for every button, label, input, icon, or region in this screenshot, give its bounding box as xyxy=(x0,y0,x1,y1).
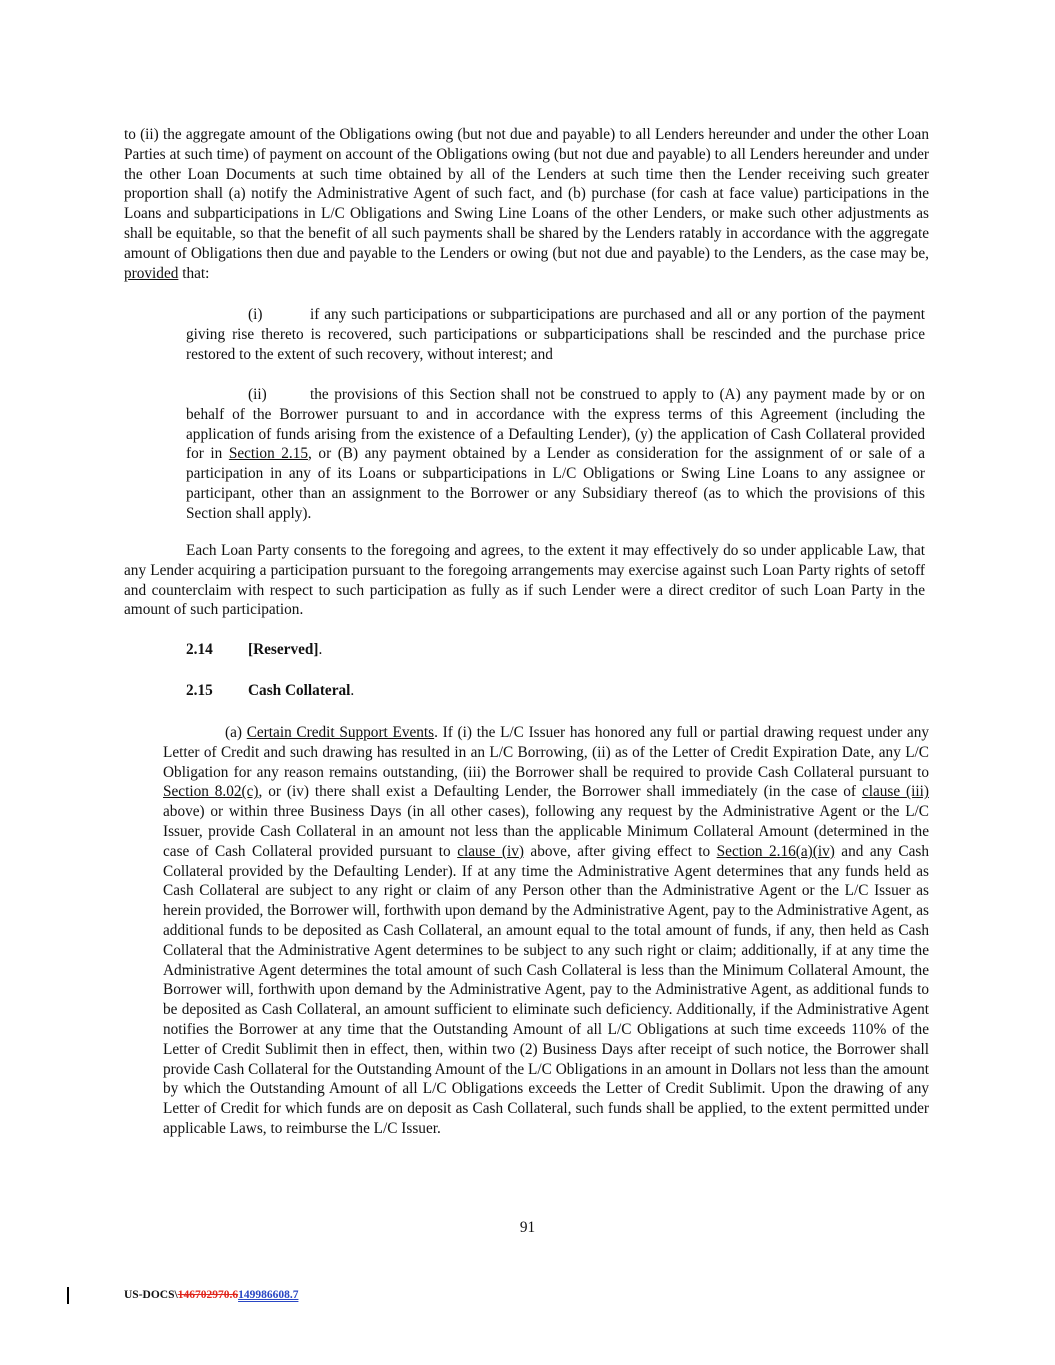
section-2-16-reference: Section 2.16(a)(iv) xyxy=(716,842,835,860)
section-title: Cash Collateral xyxy=(248,682,351,699)
provided-term: provided xyxy=(124,264,179,282)
list-item-label: (ii) xyxy=(248,386,267,403)
document-footer-id: US-DOCS\146702970.6149986608.7 xyxy=(124,1289,299,1301)
section-2-15-reference: Section 2.15 xyxy=(228,445,309,463)
list-item-ii: (ii) the provisions of this Section shall not be construed to apply to (A) any payment made by or on behalf of the Borrower pursuant to and in accordance with the express terms of this Agreement (including the application of funds arising from the existence of a Defaulting Lender), (y) the application of Cash Collateral provided for in Section 2.15, or (B) any payment obtained by a Lender as consideration for the assignment of or sale of a participation in any of its Loans or subparticipations in L/C Obligations or Swing Line Loans to any assignee or participant, other than an assignment to the Borrower or any Subsidiary thereof (as to which the provisions of this Section shall apply). xyxy=(186,386,925,522)
paragraph-sharing-payments: to (ii) the aggregate amount of the Obligations owing (but not due and payable) to all Lenders hereunder and under the other Loan Parties at such time) of payment on account of the Obligations owing (but not due and payable) to all Lenders hereunder and under the other Loan Documents at such time obtained by all of the Lenders at such time then the Lender receiving such greater proportion shall (a) notify the Administrative Agent of such fact, and (b) purchase (for cash at face value) participations in the Loans and subparticipations in L/C Obligations and Swing Line Loans of the other Lenders, or make such other adjustments as shall be equitable, so that the benefit of all such payments shall be shared by the Lenders ratably in accordance with the aggregate amount of Obligations then due and payable to the Lenders or owing (but not due and payable) to the Lenders, as the case may be, provided that: xyxy=(124,126,929,282)
subsection-heading: Certain Credit Support Events xyxy=(246,724,435,741)
page-number: 91 xyxy=(519,1219,536,1236)
list-item-label: (i) xyxy=(248,306,263,323)
change-bar xyxy=(67,1287,69,1304)
section-heading-2-15: 2.15 Cash Collateral. xyxy=(186,682,355,699)
section-heading-2-14: 2.14 [Reserved]. xyxy=(186,641,323,658)
clause-iv-reference: clause (iv) xyxy=(457,842,524,860)
list-item-i: (i) if any such participations or subparticipations are purchased and all or any portion of the payment giving rise thereto is recovered, such participations or subparticipations shall be rescinded and the purchase price restored to the extent of such recovery, without interest; and xyxy=(186,306,925,363)
paragraph-loan-party-consent: Each Loan Party consents to the foregoing and agrees, to the extent it may effectively do so under applicable Law, that any Lender acquiring a participation pursuant to the foregoing arrangements may exercise against such Loan Party rights of setoff and counterclaim with respect to such participation as fully as if such Lender were a direct creditor of such Loan Party in the amount of such participation. xyxy=(124,542,925,619)
section-title: [Reserved] xyxy=(248,641,319,658)
section-number: 2.14 xyxy=(186,641,213,658)
paragraph-cash-collateral-a: (a) Certain Credit Support Events. If (i) the L/C Issuer has honored any full or partial drawing request under any Letter of Credit and such drawing has resulted in an L/C Borrowing, (ii) as of the Letter of Credit Expiration Date, any L/C Obligation for any reason remains outstanding, (iii) the Borrower shall be required to provide Cash Collateral pursuant to Section 8.02(c), or (iv) there shall exist a Defaulting Lender, the Borrower shall immediately (in the case of clause (iii) above) or within three Business Days (in all other cases), following any request by the Administrative Agent or the L/C Issuer, provide Cash Collateral in an amount not less than the applicable Minimum Collateral Amount (determined in the case of Cash Collateral provided pursuant to clause (iv) above, after giving effect to Section 2.16(a)(iv) and any Cash Collateral provided by the Defaulting Lender). If at any time the Administrative Agent determines that any funds held as Cash Collateral are subject to any right or claim of any Person other than the Administrative Agent or the L/C Issuer as herein provided, the Borrower will, forthwith upon demand by the Administrative Agent, pay to the Administrative Agent, as additional funds to be deposited as Cash Collateral, an amount equal to the total amount of funds, if any, then held as Cash Collateral that the Administrative Agent determines to be subject to any such right or claim; additionally, if at any time the Administrative Agent determines the total amount of such Cash Collateral is less than the Minimum Collateral Amount, the Borrower will, forthwith upon demand by the Administrative Agent, pay to the Administrative Agent, as additional funds to be deposited as Cash Collateral, an amount sufficient to eliminate such deficiency. Additionally, if the Administrative Agent notifies the Borrower at any time that the Outstanding Amount of all L/C Obligations at such time exceeds 110% of the Letter of Credit Sublimit then in effect, then, within two (2) Business Days after receipt of such notice, the Borrower shall provide Cash Collateral for the Outstanding Amount of the L/C Obligations in an amount in Dollars not less than the amount by which the Outstanding Amount of all L/C Obligations exceeds the Letter of Credit Sublimit. Upon the drawing of any Letter of Credit for which funds are on deposit as Cash Collateral, such funds shall be applied, to the extent permitted under applicable Laws, to reimburse the L/C Issuer. xyxy=(163,724,930,1137)
clause-iii-reference: clause (iii) xyxy=(861,783,929,801)
inserted-doc-number: 149986608.7 xyxy=(238,1289,299,1301)
section-8-02c-reference: Section 8.02(c) xyxy=(163,783,259,801)
section-number: 2.15 xyxy=(186,682,213,699)
deleted-doc-number: 146702970.6 xyxy=(177,1289,239,1301)
